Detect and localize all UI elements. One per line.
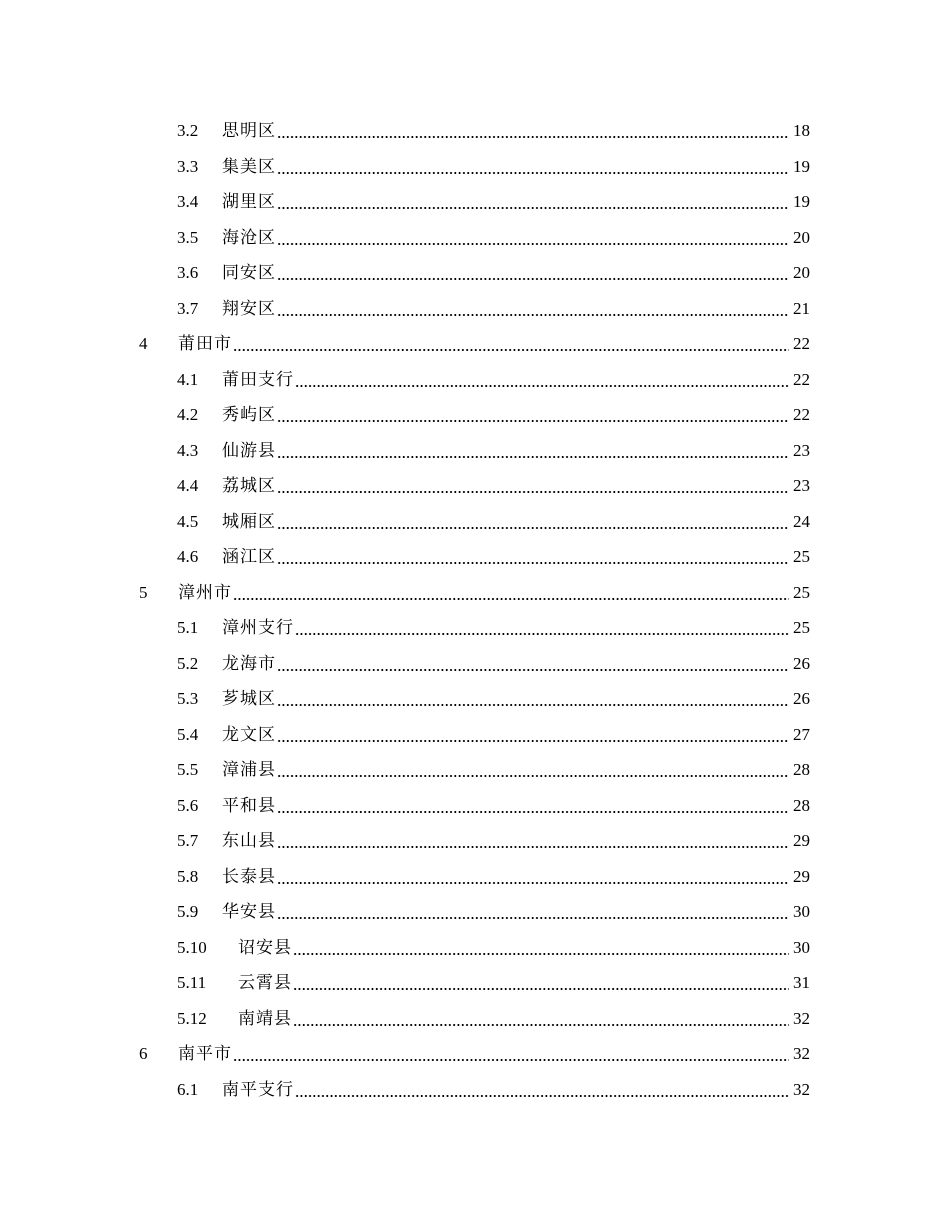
toc-entry-number: 5.5 <box>177 760 199 780</box>
toc-entry-page-number: 25 <box>793 582 810 602</box>
toc-entry[interactable] <box>0 575 950 611</box>
toc-dot-leader <box>293 974 789 991</box>
toc-entry-number: 5.7 <box>177 831 199 851</box>
toc-dot-leader <box>293 939 789 956</box>
toc-entry-title: 平和县 <box>222 795 276 815</box>
toc-entry[interactable] <box>0 610 950 646</box>
toc-entry-title: 涵江区 <box>222 547 276 567</box>
toc-entry-title: 湖里区 <box>222 192 276 212</box>
toc-entry-number: 4.5 <box>177 511 199 531</box>
toc-entry[interactable] <box>0 255 950 291</box>
toc-dot-leader <box>277 797 789 814</box>
toc-entry-title: 莆田市 <box>178 334 232 354</box>
toc-entry-number: 4.3 <box>177 440 199 460</box>
toc-entry-title: 东山县 <box>222 831 276 851</box>
toc-dot-leader <box>293 1010 789 1027</box>
toc-entry[interactable] <box>0 859 950 895</box>
toc-entry[interactable] <box>0 184 950 220</box>
toc-entry-page-number: 20 <box>793 227 810 247</box>
toc-entry-page-number: 25 <box>793 547 810 567</box>
toc-entry-title: 海沧区 <box>222 227 276 247</box>
toc-entry-page-number: 32 <box>793 1044 810 1064</box>
toc-entry-title: 华安县 <box>222 902 276 922</box>
toc-dot-leader <box>277 300 789 317</box>
toc-dot-leader <box>277 264 789 281</box>
toc-entry-page-number: 19 <box>793 192 810 212</box>
toc-entry-number: 4.1 <box>177 369 199 389</box>
toc-entry[interactable] <box>0 681 950 717</box>
toc-entry[interactable] <box>0 149 950 185</box>
toc-entry[interactable] <box>0 752 950 788</box>
toc-entry-number: 3.4 <box>177 192 199 212</box>
toc-entry-number: 3.7 <box>177 298 199 318</box>
toc-entry-page-number: 22 <box>793 334 810 354</box>
toc-entry-title: 城厢区 <box>222 511 276 531</box>
toc-dot-leader <box>277 122 789 139</box>
toc-entry-title: 长泰县 <box>222 866 276 886</box>
toc-entry[interactable] <box>0 539 950 575</box>
toc-dot-leader <box>233 584 789 601</box>
toc-entry-number: 6.1 <box>177 1079 199 1099</box>
toc-entry-title: 诏安县 <box>238 937 292 957</box>
toc-dot-leader <box>295 619 789 636</box>
toc-entry-number: 4 <box>139 334 148 354</box>
toc-entry[interactable] <box>0 646 950 682</box>
toc-entry-page-number: 32 <box>793 1008 810 1028</box>
toc-dot-leader <box>295 371 789 388</box>
toc-entry-title: 芗城区 <box>222 689 276 709</box>
toc-entry-page-number: 30 <box>793 937 810 957</box>
toc-entry-number: 4.2 <box>177 405 199 425</box>
toc-entry-title: 漳州支行 <box>222 618 294 638</box>
toc-entry-title: 翔安区 <box>222 298 276 318</box>
toc-entry-number: 3.5 <box>177 227 199 247</box>
toc-entry[interactable] <box>0 1072 950 1108</box>
toc-dot-leader <box>277 868 789 885</box>
toc-entry[interactable] <box>0 788 950 824</box>
toc-dot-leader <box>277 229 789 246</box>
toc-dot-leader <box>277 655 789 672</box>
toc-entry-page-number: 23 <box>793 440 810 460</box>
toc-entry[interactable] <box>0 823 950 859</box>
toc-entry[interactable] <box>0 326 950 362</box>
toc-entry-page-number: 28 <box>793 795 810 815</box>
toc-dot-leader <box>277 548 789 565</box>
toc-entry-page-number: 31 <box>793 973 810 993</box>
toc-entry-title: 云霄县 <box>238 973 292 993</box>
toc-entry-number: 5.6 <box>177 795 199 815</box>
table-of-contents <box>0 113 950 1107</box>
toc-entry-page-number: 26 <box>793 653 810 673</box>
toc-entry[interactable] <box>0 362 950 398</box>
toc-entry-title: 南靖县 <box>238 1008 292 1028</box>
toc-entry[interactable] <box>0 965 950 1001</box>
toc-entry[interactable] <box>0 468 950 504</box>
toc-entry-page-number: 22 <box>793 369 810 389</box>
toc-entry-number: 6 <box>139 1044 148 1064</box>
toc-entry-number: 5.11 <box>177 973 207 993</box>
toc-entry[interactable] <box>0 291 950 327</box>
toc-entry-title: 龙海市 <box>222 653 276 673</box>
toc-entry-title: 南平支行 <box>222 1079 294 1099</box>
toc-entry-page-number: 18 <box>793 121 810 141</box>
toc-entry[interactable] <box>0 433 950 469</box>
toc-entry-page-number: 29 <box>793 831 810 851</box>
toc-entry-page-number: 24 <box>793 511 810 531</box>
toc-entry-number: 5.9 <box>177 902 199 922</box>
toc-dot-leader <box>277 832 789 849</box>
toc-entry-page-number: 27 <box>793 724 810 744</box>
toc-entry-title: 漳州市 <box>178 582 232 602</box>
toc-entry-page-number: 32 <box>793 1079 810 1099</box>
toc-entry-page-number: 21 <box>793 298 810 318</box>
toc-entry-number: 3.2 <box>177 121 199 141</box>
toc-entry[interactable] <box>0 1001 950 1037</box>
toc-dot-leader <box>277 690 789 707</box>
toc-entry[interactable] <box>0 397 950 433</box>
toc-dot-leader <box>277 513 789 530</box>
toc-entry-title: 集美区 <box>222 156 276 176</box>
toc-entry-number: 5.10 <box>177 937 207 957</box>
toc-entry-page-number: 20 <box>793 263 810 283</box>
toc-entry-title: 仙游县 <box>222 440 276 460</box>
toc-entry-number: 3.6 <box>177 263 199 283</box>
toc-dot-leader <box>295 1081 789 1098</box>
toc-entry-number: 5.1 <box>177 618 199 638</box>
toc-entry-page-number: 23 <box>793 476 810 496</box>
toc-dot-leader <box>277 726 789 743</box>
toc-dot-leader <box>277 158 789 175</box>
toc-dot-leader <box>233 1045 789 1062</box>
toc-entry-number: 5.2 <box>177 653 199 673</box>
toc-entry[interactable] <box>0 930 950 966</box>
toc-entry-page-number: 25 <box>793 618 810 638</box>
toc-dot-leader <box>233 335 789 352</box>
toc-entry-page-number: 28 <box>793 760 810 780</box>
toc-entry-title: 南平市 <box>178 1044 232 1064</box>
toc-dot-leader <box>277 903 789 920</box>
toc-entry[interactable] <box>0 717 950 753</box>
toc-entry-title: 漳浦县 <box>222 760 276 780</box>
toc-entry-number: 3.3 <box>177 156 199 176</box>
toc-entry-title: 龙文区 <box>222 724 276 744</box>
toc-entry-number: 5 <box>139 582 148 602</box>
toc-entry-title: 同安区 <box>222 263 276 283</box>
toc-entry[interactable] <box>0 113 950 149</box>
toc-dot-leader <box>277 477 789 494</box>
toc-entry-number: 4.6 <box>177 547 199 567</box>
toc-entry-number: 4.4 <box>177 476 199 496</box>
toc-entry-title: 思明区 <box>222 121 276 141</box>
toc-entry[interactable] <box>0 220 950 256</box>
toc-entry-number: 5.12 <box>177 1008 207 1028</box>
toc-entry[interactable] <box>0 894 950 930</box>
toc-dot-leader <box>277 406 789 423</box>
toc-dot-leader <box>277 761 789 778</box>
toc-dot-leader <box>277 442 789 459</box>
toc-entry-number: 5.3 <box>177 689 199 709</box>
toc-entry-number: 5.4 <box>177 724 199 744</box>
toc-entry-page-number: 22 <box>793 405 810 425</box>
toc-entry[interactable] <box>0 1036 950 1072</box>
toc-entry-page-number: 30 <box>793 902 810 922</box>
toc-entry-title: 荔城区 <box>222 476 276 496</box>
toc-entry[interactable] <box>0 504 950 540</box>
toc-entry-page-number: 19 <box>793 156 810 176</box>
toc-entry-page-number: 29 <box>793 866 810 886</box>
toc-dot-leader <box>277 193 789 210</box>
toc-entry-title: 秀屿区 <box>222 405 276 425</box>
toc-entry-page-number: 26 <box>793 689 810 709</box>
toc-entry-number: 5.8 <box>177 866 199 886</box>
toc-entry-title: 莆田支行 <box>222 369 294 389</box>
